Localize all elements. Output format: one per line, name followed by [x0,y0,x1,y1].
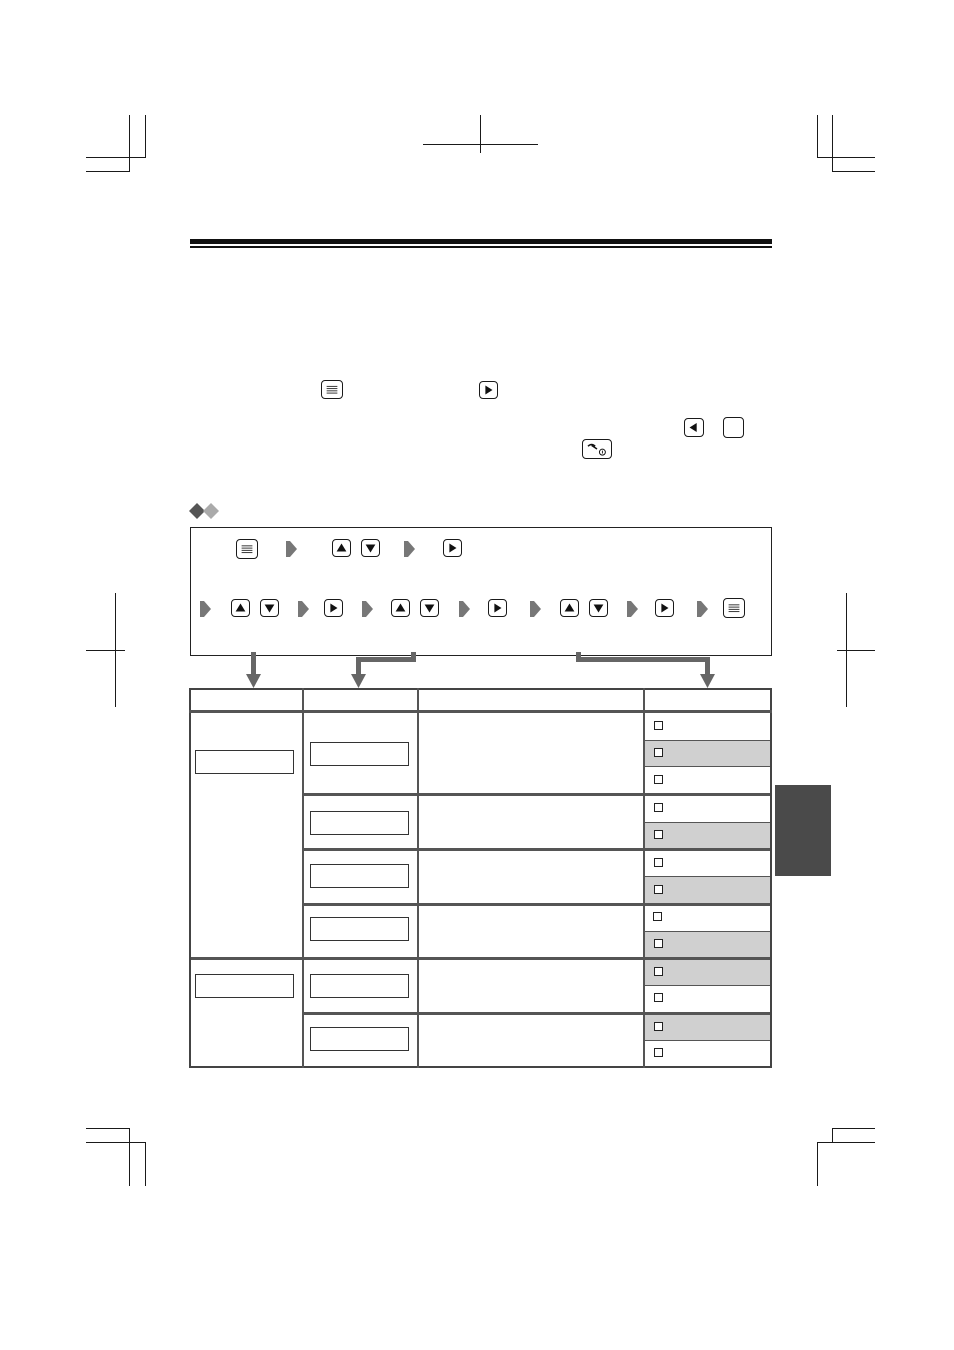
play-icon [479,381,498,399]
flow-arrow-icon [286,541,297,557]
flow-arrow-icon [362,601,373,617]
option-row [645,905,770,931]
flow-arrow-icon [627,601,638,617]
up-arrow-icon [231,599,250,617]
section-tab [775,785,831,876]
checkbox[interactable] [654,721,663,730]
play-icon [443,539,462,557]
play-icon [655,599,674,617]
down-arrow-icon [361,539,380,557]
checkbox[interactable] [654,993,663,1002]
checkbox[interactable] [654,803,663,812]
checkbox[interactable] [654,1022,663,1031]
checkbox[interactable] [654,830,663,839]
option-row [645,767,770,793]
submenu-display-box [310,1027,409,1051]
flow-arrow-icon [404,541,415,557]
option-row [645,985,770,1011]
menu-display-box [195,974,294,998]
option-row [645,877,770,903]
flow-arrow-icon [697,601,708,617]
up-arrow-icon [391,599,410,617]
procedure-box [190,527,772,656]
checkbox[interactable] [654,1048,663,1057]
up-arrow-icon [560,599,579,617]
play-icon [324,599,343,617]
submenu-display-box [310,917,409,941]
blank-key-icon [723,417,744,438]
flow-arrow-icon [459,601,470,617]
redial-icon [582,439,612,459]
down-arrow-icon [589,599,608,617]
option-row [645,1040,770,1066]
checkbox[interactable] [654,775,663,784]
flow-arrow-icon [200,601,211,617]
option-row [645,740,770,766]
submenu-display-box [310,974,409,998]
option-row [645,1014,770,1040]
checkbox[interactable] [654,885,663,894]
checkbox[interactable] [653,912,662,921]
connector-arrows [190,650,720,690]
option-row [645,850,770,876]
option-row [645,822,770,848]
menu-icon [723,598,745,618]
option-row [645,795,770,821]
submenu-display-box [310,864,409,888]
checkbox[interactable] [654,748,663,757]
menu-display-box [195,750,294,774]
option-row [645,713,770,739]
checkbox[interactable] [654,939,663,948]
flow-arrow-icon [530,601,541,617]
menu-icon [321,380,343,399]
option-row [645,931,770,957]
up-arrow-icon [332,539,351,557]
menu-icon [236,539,258,559]
play-icon [488,599,507,617]
option-row [645,959,770,985]
diamond-bullet-icon [189,503,221,519]
checkbox[interactable] [654,858,663,867]
down-arrow-icon [420,599,439,617]
submenu-display-box [310,811,409,835]
down-arrow-icon [260,599,279,617]
checkbox[interactable] [654,967,663,976]
submenu-display-box [310,742,409,766]
flow-arrow-icon [298,601,309,617]
left-arrow-icon [684,418,704,437]
